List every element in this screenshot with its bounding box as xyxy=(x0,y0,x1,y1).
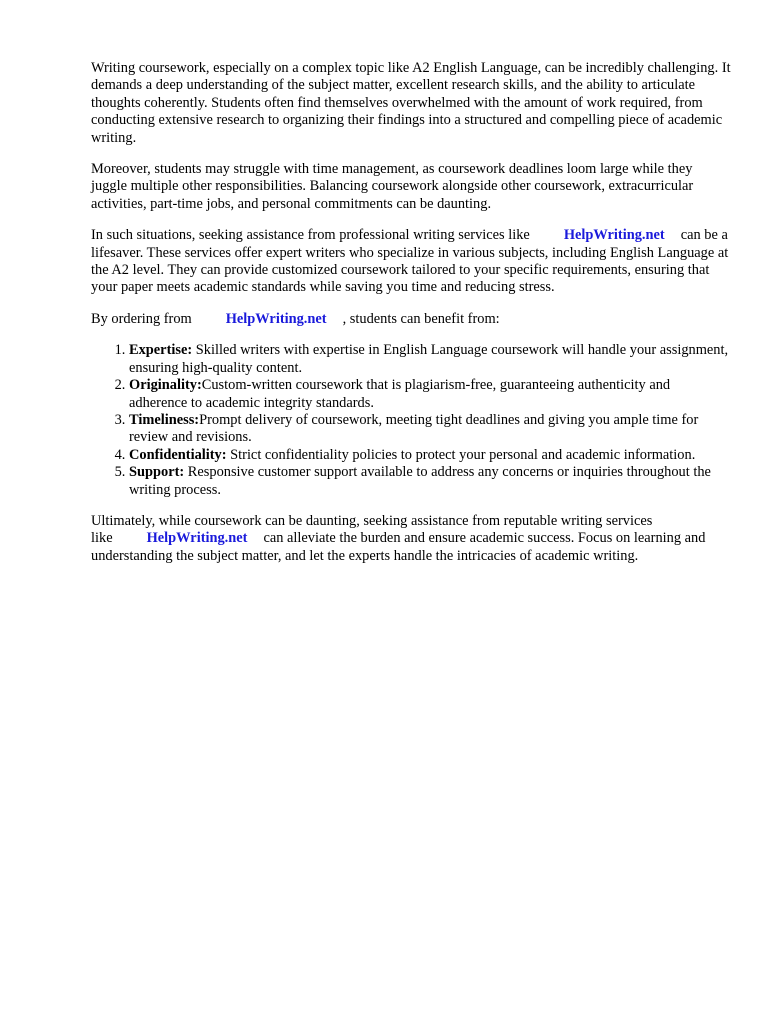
benefit-term: Support: xyxy=(129,464,185,481)
paragraph-intro-text: Writing coursework, especially on a complex topic like A2 English Language, can be incredibly challenging. It demands a deep understanding of the subject matter, excellent research skills, and the ability to articulate thoughts coherently. Students often find themselves overwhelmed with the amount of work required, from conducting extensive research to organizing their findings into a structured and compelling piece of academic writing. xyxy=(91,60,731,146)
benefit-item-expertise xyxy=(129,342,731,377)
paragraph-assistance-text-after: can be a lifesaver. These services offer expert writers who specialize in various subjects, including English Language at the A2 level. They can provide customized coursework tailored to your specific requirements, ensuring that your paper meets academic standards while saving you time and reducing stress. xyxy=(91,227,729,296)
paragraph-intro xyxy=(91,60,731,147)
paragraph-assistance-text-before: In such situations, seeking assistance from professional writing services like xyxy=(91,227,530,244)
helpwriting-link-3[interactable]: HelpWriting.net xyxy=(146,530,248,547)
paragraph-conclusion xyxy=(91,513,731,565)
benefits-list xyxy=(91,342,731,499)
paragraph-conclusion-text-before: Ultimately, while coursework can be daunting, seeking assistance from reputable writing services like xyxy=(91,512,653,547)
benefit-term: Timeliness: xyxy=(129,411,200,428)
paragraph-assistance xyxy=(91,227,731,297)
benefit-text: Strict confidentiality policies to protect your personal and academic information. xyxy=(226,446,696,463)
helpwriting-link-2[interactable]: HelpWriting.net xyxy=(225,310,327,327)
benefit-text: Skilled writers with expertise in English Language coursework will handle your assignment, ensuring high-quality content. xyxy=(129,342,729,376)
benefit-item-originality xyxy=(129,377,731,412)
benefit-text: Custom-written coursework that is plagiarism-free, guaranteeing authenticity and adherence to academic integrity standards. xyxy=(129,377,671,411)
benefit-term: Expertise: xyxy=(129,342,193,359)
paragraph-ordering-text-after: , students can benefit from: xyxy=(342,310,500,327)
paragraph-conclusion-text-after: can alleviate the burden and ensure academic success. Focus on learning and understanding the subject matter, and let the experts handle the intricacies of academic writing. xyxy=(91,530,706,564)
paragraph-ordering xyxy=(91,311,731,328)
benefit-text: Prompt delivery of coursework, meeting tight deadlines and giving you ample time for review and revisions. xyxy=(129,411,699,446)
paragraph-time-management-text: Moreover, students may struggle with time management, as coursework deadlines loom large while they juggle multiple other responsibilities. Balancing coursework alongside other coursework, extracurricular activities, part-time jobs, and personal commitments can be daunting. xyxy=(91,161,694,212)
helpwriting-link-1[interactable]: HelpWriting.net xyxy=(563,227,665,244)
benefit-term: Originality: xyxy=(129,377,202,394)
benefit-item-timeliness xyxy=(129,412,731,447)
paragraph-time-management xyxy=(91,161,731,213)
benefit-item-confidentiality xyxy=(129,447,731,464)
paragraph-ordering-text-before: By ordering from xyxy=(91,310,192,327)
benefit-text: Responsive customer support available to address any concerns or inquiries throughout the writing process. xyxy=(129,464,711,498)
benefit-term: Confidentiality: xyxy=(129,446,227,463)
benefit-item-support xyxy=(129,464,731,499)
document-page xyxy=(91,60,731,579)
